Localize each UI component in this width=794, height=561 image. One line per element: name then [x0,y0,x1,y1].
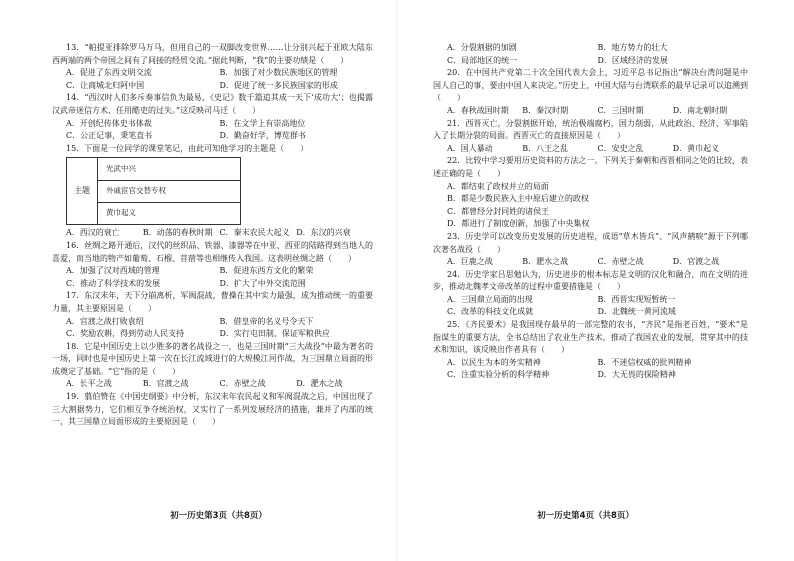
options-15 [66,227,373,240]
options-19 [447,42,748,67]
diagram-item: 黄巾起义 [106,208,136,218]
option-16-d: D．扩大了中外交流范围 [219,278,306,288]
option-16-b: B．促进东西方文化的繁荣 [219,266,314,276]
option-18-a: A．长平之战 [66,379,112,389]
option-21-c: C．安史之乱 [597,143,644,153]
question-column-right [433,42,748,382]
option-15-a: A．西汉的衰亡 [66,228,120,238]
option-23-d: D．官渡之战 [672,257,720,267]
option-13-a: A．促进了东西文明交流 [66,68,152,78]
option-24-d: D．北魏统一黄河流域 [597,307,676,317]
option-17-d: D．实行屯田制，保证军粮供应 [219,329,330,339]
study-notes-diagram [66,157,241,225]
question-16: 16．丝绸之路开通后，汉代的丝织品、铁器、漆器等在中亚、西亚的陆路得到当地人的喜爱，而当地的物产如葡萄、石榴、苜蓿等也相继传入我国。这表明丝绸之路（ ） [52,240,373,263]
options-14 [66,118,373,143]
question-23: 23．历史学可以改变历史发展的历史进程，成语“草木皆兵”、“风声鹤唳”源于下列哪次著名战役（ ） [433,231,748,254]
options-25 [447,357,748,382]
option-23-a: A．巨鹿之战 [447,257,493,267]
question-15: 15．下面是一位同学的课堂笔记，由此可知他学习的主题是（ ） [66,143,309,153]
option-18-c: C．赤壁之战 [219,379,266,389]
option-14-c: C．公正记事，秉笔直书 [66,131,153,141]
option-23-c: C．赤壁之战 [597,257,644,267]
option-19-a: A．分裂割据的加剧 [447,43,517,52]
option-19-d: D．区域经济的发展 [597,55,668,65]
question-14: 14．“西汉时人们多斥奏事信负为最易，《史记》数千篇追其成一天下‘成功大’；也揭露汉武帝迷信方术、任用酷吏的过失。”这反映司马迁（ ） [52,93,373,115]
question-13: 13．“帕提亚排除罗马万马，但用自己的一双脚改变世界……让分别兴起于亚欧大陆东西两端的两个帝国之间有了间接的经贸交流。”据此判断，“我”的主要功绩是（ ） [52,43,373,65]
question-17: 17．东汉末年，天下分崩离析，军阀混战，曹操在其中实力最强，成为推动统一的重要力量，其主要原因是（ ） [52,291,373,313]
option-18-d: D．淝水之战 [296,379,343,389]
page-footer: 初一历史第3页（共8页） [170,511,267,521]
option-20-c: C．三国时期 [597,105,644,115]
option-13-c: C．让商城北归阿中国 [66,80,145,90]
option-25-a: A．以民生为本的务实精神 [447,357,541,367]
option-22-b: B．都是少数民族入主中原后建立的政权 [447,194,589,204]
page-footer: 初一历史第4页（共8页） [537,511,634,521]
option-13-b: B．加强了对少数民族地区的管理 [219,68,338,78]
option-24-b: B．西晋实现短暂统一 [597,294,676,304]
option-16-a: A．加强了汉对西域的管理 [66,266,160,276]
option-21-b: B．八王之乱 [522,143,569,153]
options-16 [66,265,373,290]
question-22: 22．比较中学习要用历史资料的方法之一。下列关于秦朝和西晋相同之处的比较，表述正确的是（ ） [433,156,748,178]
option-20-d: D．南北朝时期 [672,105,728,115]
diagram-topic-label: 主题 [66,157,97,225]
option-23-b: B．淝水之战 [522,257,569,267]
option-20-a: A．春秋战国时期 [447,105,509,115]
question-19: 19．翦伯赞在《中国史纲要》中分析，东汉末年农民起义和军阀混战之后，中国出现了三大割据势力，它们相互争夺统治权，又实行了一系列发展经济的措施，兼并了内部的统一，其三国鼎立局面形成的主要原因是（ ） [52,392,373,427]
option-17-a: A．官渡之战打败袁绍 [66,316,144,326]
question-column-left [52,42,373,429]
question-18: 18．它是中国历史上以少胜多的著名战役之一，也是三国时期“三大战役”中最为著名的一场，同时也是中国历史上第一次在长江流域进行的大规模江河作战，为三国鼎立局面的形成奠定了基础。“它”指的是（ ） [52,341,373,376]
option-17-b: B．借皇帝的名义号令天下 [219,316,314,326]
options-17 [66,316,373,341]
option-21-a: A．国人暴动 [447,143,493,153]
option-17-c: C．奖励农耕，得到劳动人民支持 [66,329,185,339]
option-18-b: B．官渡之战 [142,379,189,389]
option-21-d: D．黄巾起义 [672,143,720,153]
option-22-c: C．都曾经分封同姓的诸侯王 [447,206,550,216]
options-13 [66,67,373,92]
option-20-b: B．秦汉时期 [522,105,569,115]
options-20 [447,105,748,118]
option-22-d: D．都进行了制度创新，加强了中央集权 [447,219,590,229]
question-20: 20．在中国共产党第二十次全国代表大会上，习近平总书记指出“解决台湾问题是中国人自己的事，要由中国人来决定。”历史上，中国大陆与台湾联系的最早记录可以追溯到（ ） [433,68,748,103]
option-24-c: C．改革的科技文化成就 [447,307,534,317]
options-22 [447,181,748,231]
option-14-d: D．勤奋好学，博览群书 [219,131,306,141]
option-15-d: D．东汉的兴衰 [296,228,351,238]
option-15-c: C．秦末农民大起义 [219,228,290,238]
option-25-d: D．大无畏的探险精神 [597,370,676,380]
option-15-b: B．动荡的春秋时期 [142,228,213,238]
options-23 [447,256,748,269]
options-24 [447,294,748,319]
option-25-c: C．注重实验分析的科学精神 [447,370,550,380]
option-13-d: D．促进了统一多民族国家的形成 [219,80,338,90]
diagram-items [97,157,241,225]
question-25: 25．《齐民要术》是我国现存最早的一部完整的农书，“齐民”是指老百姓，“要术”是指谋生的重要方法，全书总结出了农业生产技术，推动了我国农业的发展，贯穿其中的技术和知识，该反映出作者具有（ ） [433,320,748,355]
option-19-b: B．地方势力的壮大 [597,43,668,52]
option-14-b: B．在文学上有崇高地位 [219,118,306,128]
option-16-c: C．推动了科学技术的发展 [66,278,161,288]
diagram-item: 光武中兴 [98,158,240,180]
option-24-a: A．三国鼎立局面的出现 [447,294,533,304]
question-21: 21．西晋灭亡，分裂割据开始，统治极端腐朽，国力削弱，从此政治、经济、军事陷入了长期分裂的局面。西晋灭亡的直接原因是（ ） [433,118,748,141]
question-24: 24．历史学家吕思勉认为，历史进步的根本标志是文明的汉化和融合，而在文明的进步，推动北魏孝文帝改革的过程中重要措施是（ ） [433,269,748,292]
exam-page-4 [397,0,794,561]
diagram-item: 外戚宦官交替专权 [98,181,240,203]
options-18 [66,378,373,391]
options-21 [447,143,748,156]
option-25-b: B．不迷信权威的批判精神 [597,357,692,367]
option-19-c: C．局部地区的统一 [447,55,518,65]
option-22-a: A．都结束了政权并立的局面 [447,181,549,191]
option-14-a: A．开创纪传体史书体裁 [66,118,152,128]
